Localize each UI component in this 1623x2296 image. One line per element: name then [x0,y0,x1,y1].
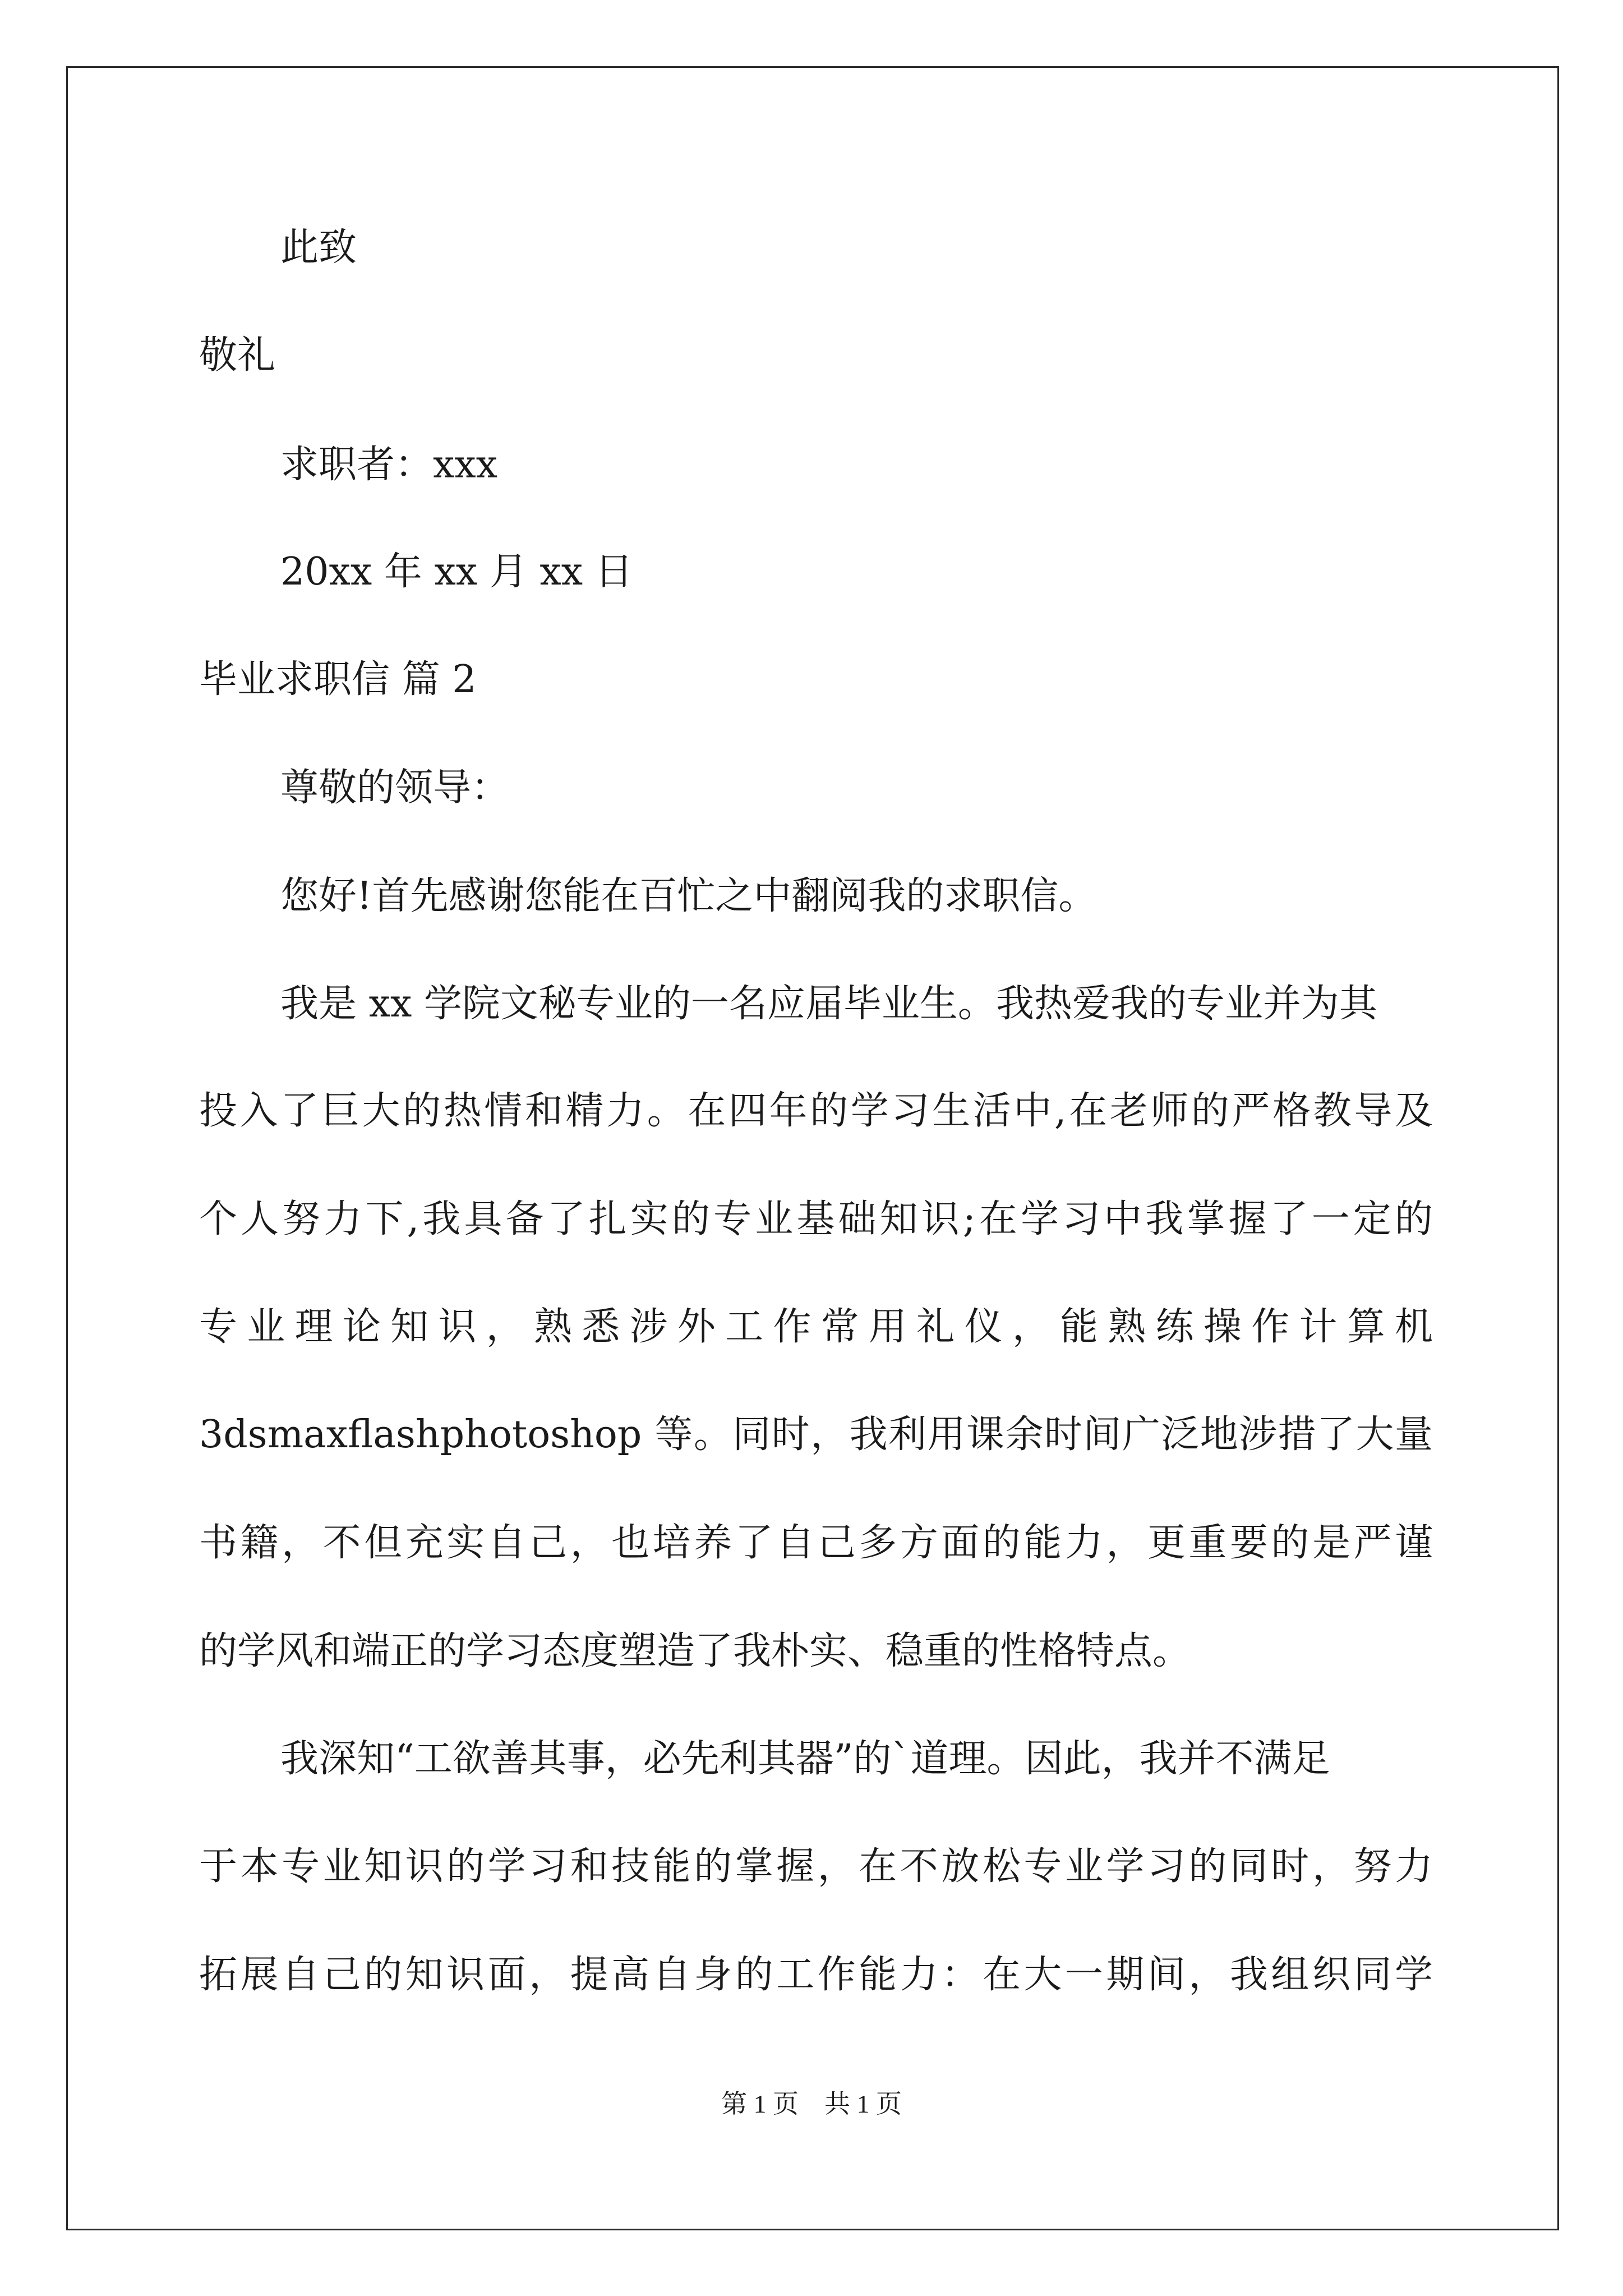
paragraph-line: 您好!首先感谢您能在百忙之中翻阅我的求职信。 [280,874,1097,918]
letter-date: 20xx 年 xx 月 xx 日 [280,550,633,594]
paragraph-line: 我深知“工欲善其事，必先利其器”的`道理。因此，我并不满足 [280,1737,1330,1781]
applicant-signature: 求职者：xxx [280,443,498,487]
paragraph-line: 书籍，不但充实自己，也培养了自己多方面的能力，更重要的是严谨 [199,1521,1433,1565]
section-heading: 毕业求职信 篇 2 [199,657,477,702]
paragraph-line: 投入了巨大的热情和精力。在四年的学习生活中,在老师的严格教导及 [199,1089,1433,1133]
paragraph-line: 专业理论知识，熟悉涉外工作常用礼仪，能熟练操作计算机 [199,1305,1433,1349]
paragraph-line: 我是 xx 学院文秘专业的一名应届毕业生。我热爱我的专业并为其 [280,982,1377,1026]
closing-phrase: 此致 [280,226,357,270]
paragraph-line: 于本专业知识的学习和技能的掌握，在不放松专业学习的同时，努力 [199,1844,1433,1889]
greeting: 尊敬的领导： [280,766,510,810]
page-border [66,66,1559,2230]
paragraph-line: 拓展自己的知识面，提高自身的工作能力：在大一期间，我组织同学 [199,1953,1433,1997]
paragraph-line: 3dsmaxflashphotoshop 等。同时，我利用课余时间广泛地涉措了大量 [199,1412,1433,1457]
page-number-footer: 第 1 页 共 1 页 [721,2090,902,2118]
paragraph-line: 个人努力下,我具备了扎实的专业基础知识;在学习中我掌握了一定的 [199,1197,1433,1241]
closing-salutation: 敬礼 [199,333,276,378]
paragraph-line: 的学风和端正的学习态度塑造了我朴实、稳重的性格特点。 [199,1629,1191,1673]
